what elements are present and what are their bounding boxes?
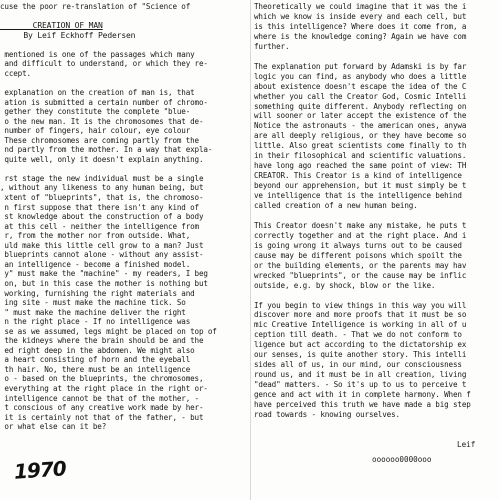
text-line: n the right place - If no intelligence was [0, 317, 191, 327]
text-line: o the new man. It is the chromosomes that de- [0, 116, 204, 126]
text-line: further. [254, 41, 290, 51]
text-line: r, from the mother nor from outside. What, [0, 231, 191, 241]
text-line: xtent of "blueprints", that is, the chromoso- [0, 193, 204, 202]
author-signature: Leif [457, 440, 476, 449]
text-line: rst stage the new individual must be a single [0, 173, 204, 183]
text-line: y" must make the "machine" - my readers, I beg [0, 269, 208, 279]
text-line: uld make this little cell grow to a man? Just [0, 240, 204, 250]
text-line: , without any likeness to any human being, but [0, 183, 204, 193]
text-line: nd partly from the mother. In a way that expla- [0, 145, 213, 155]
text-line: and difficult to understand, or which they re- [0, 59, 208, 69]
text-line: ception till death. - That we do not conform to [254, 330, 462, 340]
text-line: everything at the right place in the right or- [0, 384, 208, 393]
text-line: quite well, only it doesn't explain anything. [0, 154, 204, 164]
text-line: gether they constitute the complete "blue- [0, 107, 191, 117]
text-line: or what else can it be? [0, 422, 107, 432]
text-line: ligence but act according to the dictatorship ex [254, 340, 467, 350]
text-line: whether you call the Creator God, Cosmic Intelli [254, 91, 467, 101]
right-column [254, 0, 500, 500]
text-line: is going wrong it always turns out to be caused [254, 240, 462, 250]
text-line: logic you can find, as anybody who does a little [254, 71, 467, 81]
text-line: is this intelligence? Where does it come from, a [254, 21, 467, 31]
text-line: blueprints cannot alone - without any assist- [0, 250, 204, 260]
text-line: number of fingers, hair colour, eye colour [0, 126, 191, 136]
text-line: it is certainly not that of the father, - but [0, 412, 204, 422]
text-line: discover more and more proofs that it must be so [254, 310, 467, 320]
text-line: cuse the poor re-translation of "Science of [0, 2, 191, 11]
text-line: ccept. [0, 68, 31, 78]
text-line: ed right deep in the abdomen. We might also [0, 345, 195, 355]
text-line: explanation on the creation of man is, that [0, 87, 195, 97]
text-line: This Creator doesn't make any mistake, he puts t [254, 220, 467, 230]
article-title: CREATION OF MAN [0, 21, 103, 31]
text-line: outside, e.g. by shock, blow or the like. [254, 280, 436, 290]
text-line: will sooner or later accept the existence of the [254, 111, 467, 121]
text-line: cause may be different poisons which spoilt the [254, 250, 462, 260]
text-line: in their filosophical and scientific valuations. [254, 151, 467, 161]
text-line: or the building elements, or the parents may hav [254, 260, 467, 270]
text-line: The explanation put forward by Adamski is by far [254, 61, 467, 71]
text-line: t conscious of any creative work made by her- [0, 403, 204, 413]
handwritten-year-stamp: 1970 [13, 456, 67, 484]
text-line: Theoretically we could imagine that it was the i [254, 2, 467, 11]
text-line: o - based on the blueprints, the chromosomes, [0, 374, 204, 384]
text-line: intelligence cannot be that of the mother, - [0, 393, 199, 403]
text-line: have perceived this truth we have made a big step [254, 400, 471, 409]
text-line: are all deeply religious, or they have become so [254, 131, 467, 141]
text-line: the kidneys where the brain should be and the [0, 336, 204, 346]
text-line: an intelligence - become a finished model. [0, 259, 191, 269]
text-line: th hair. No, there must be an intelligence [0, 364, 191, 374]
text-line: beyond our apprehension, but it must simply be t [254, 181, 467, 191]
text-line: ve intelligence that is the intelligence behind [254, 191, 462, 201]
text-line: se as we assumed, legs might be placed on top of [0, 326, 217, 336]
text-line: round us, and it must be in all creation, living [254, 370, 467, 380]
text-line: something quite different. Anybody reflecting on [254, 101, 467, 111]
left-column [0, 0, 246, 500]
text-line: working, furnishing the right materials and [0, 288, 195, 298]
text-line: on, but in this case the mother is nothing but [0, 278, 208, 288]
text-line: at this cell - neither the intelligence from [0, 221, 199, 231]
article-byline: By Leif Eckhoff Pedersen [0, 30, 136, 40]
text-line: our senses, is quite another story. This intelli [254, 350, 467, 360]
text-line: CREATOR. This Creator is a kind of intelligence [254, 171, 462, 181]
text-line: about existence doesn't escape the idea of the C [254, 81, 467, 91]
text-line: n first suppose that there isn't any kind of [0, 202, 199, 212]
text-line: sides all of us, in our mind, our consciousness [254, 360, 462, 370]
text-line: a heart consisting of horn and the eyeball [0, 355, 191, 365]
text-line: mentioned is one of the passages which many [0, 49, 195, 59]
text-line: st knowledge about the construction of a body [0, 212, 204, 222]
text-line: have long ago reached the same point of view: TH [254, 161, 467, 171]
text-line: wrecked "blueprints", or the cause may be inflic [254, 270, 467, 280]
column-gutter [250, 0, 251, 500]
text-line: which we know is inside every and each cell, but [254, 11, 467, 21]
text-line: correctly together and at the right place. And i [254, 230, 467, 240]
text-line: Notice the astronauts - the american ones, anywa [254, 121, 467, 131]
text-line: gence and act with it in complete harmony. When f [254, 390, 471, 400]
text-line: road towards - knowing ourselves. [254, 409, 400, 419]
text-line: ing site - must make the machine tick. So [0, 298, 186, 308]
text-line: "dead" matters. - So it's up to us to perceive t [254, 380, 467, 390]
text-line: " must make the machine deliver the right [0, 307, 186, 317]
end-ornament: oooooo0000ooo [372, 455, 432, 464]
text-line: If you begin to view things in this way you will [254, 300, 467, 310]
text-line: mic Creative Intelligence is working in all of u [254, 320, 467, 330]
text-line: These chromosomes are coming partly from the [0, 135, 199, 145]
text-line: where is the knowledge coming? Again we have com [254, 31, 467, 41]
text-line: ation is submitted a certain number of chromo- [0, 97, 208, 107]
text-line: little. Also great scientists come finally to th [254, 141, 467, 151]
text-line: called creation of a new human being. [254, 201, 418, 210]
